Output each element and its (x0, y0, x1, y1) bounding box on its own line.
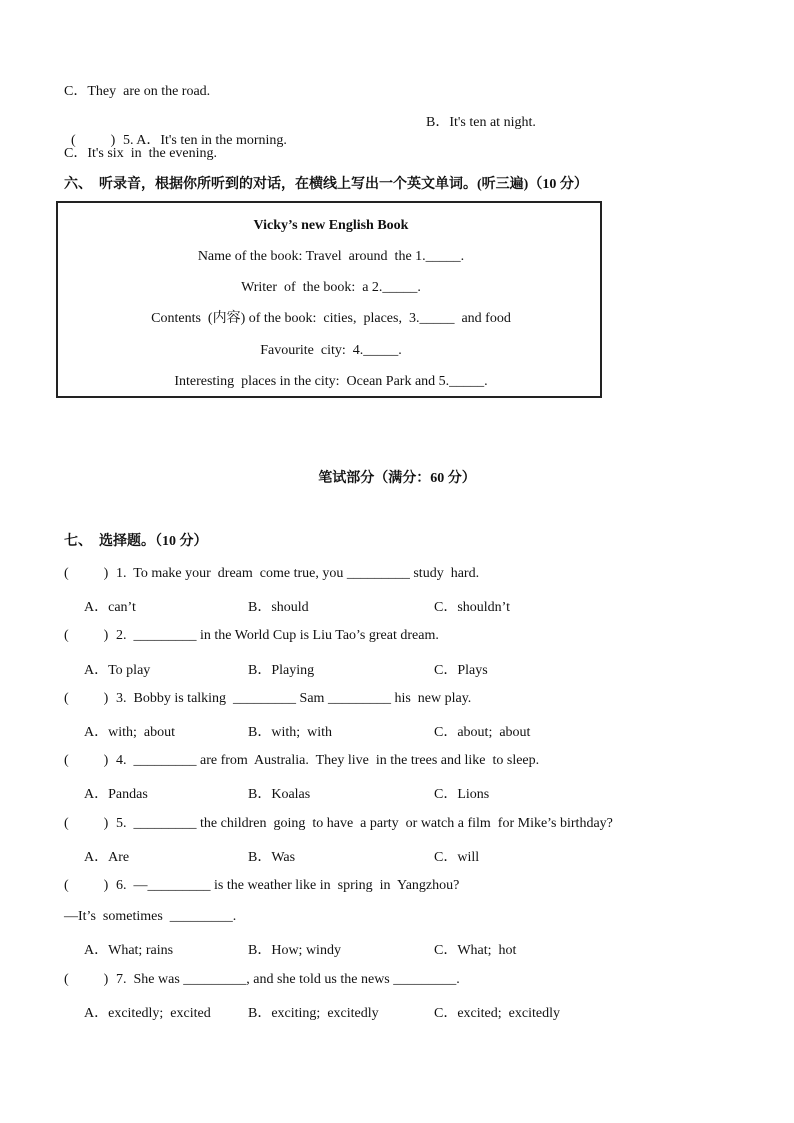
box-line-favourite: Favourite city: 4._____. (260, 343, 402, 358)
option-c: C．will (434, 850, 480, 865)
option-c: C．It's six in the evening. (64, 146, 218, 161)
option-a: A．can’t (84, 600, 136, 615)
option-a: A．To play (84, 663, 151, 678)
option-b: B．Playing (248, 663, 315, 678)
option-b: B．How; windy (248, 943, 341, 958)
question-stem (64, 565, 479, 583)
option-a: A．Are (84, 850, 130, 865)
question-stem (64, 971, 460, 989)
option-c: C．about; about (434, 725, 531, 740)
box-line-name: Name of the book: Travel around the 1._____. (197, 249, 465, 264)
answer-blank[interactable]: ( ) (71, 133, 116, 148)
stem-text: 6. —_________ is the weather like in spring in Yangzhou? (116, 878, 460, 893)
stem-text: 3. Bobby is talking _________ Sam _________ his new play. (116, 691, 472, 706)
option-b: B．Koalas (248, 787, 311, 802)
option-b: B．should (248, 600, 309, 615)
answer-blank[interactable]: ( ) (64, 628, 109, 643)
option-c-q4: C．They are on the road. (64, 84, 211, 99)
written-part-title: 笔试部分（满分：60 分） (318, 471, 476, 486)
stem-text: 2. _________ in the World Cup is Liu Tao’s great dream. (116, 628, 439, 643)
question-stem (64, 690, 471, 708)
option-a: A．What; rains (84, 943, 174, 958)
listening-box (56, 201, 602, 398)
question-stem (64, 815, 613, 833)
answer-blank[interactable]: ( ) (64, 878, 109, 893)
box-line-writer: Writer of the book: a 2._____. (241, 280, 421, 295)
question-stem (64, 877, 459, 895)
box-line-contents: Contents (内容) of the book: cities, places, 3._____ and food (151, 311, 511, 326)
option-a: A．with; about (84, 725, 175, 740)
question-response: —It’s sometimes _________. (64, 909, 237, 924)
answer-blank[interactable]: ( ) (64, 972, 109, 987)
option-b: B．It's ten at night. (426, 115, 536, 130)
answer-blank[interactable]: ( ) (64, 691, 109, 706)
question-stem (64, 752, 539, 770)
option-c: C．Plays (434, 663, 488, 678)
section-6-title: 六、 听录音，根据你所听到的对话，在横线上写出一个英文单词。(听三遍)（10 分） (64, 177, 588, 192)
option-c: C．Lions (434, 787, 490, 802)
section-7-title: 七、 选择题。（10 分） (64, 534, 208, 549)
stem-text: 7. She was _________, and she told us the news _________. (116, 972, 460, 987)
option-c: C．shouldn’t (434, 600, 510, 615)
option-c: C．What; hot (434, 943, 517, 958)
option-b: B．Was (248, 850, 296, 865)
option-b: B．with; with (248, 725, 333, 740)
stem-text: 1. To make your dream come true, you _________ study hard. (116, 566, 480, 581)
option-a: A．Pandas (84, 787, 148, 802)
box-title: Vicky’s new English Book (253, 218, 409, 233)
question-stem (64, 627, 439, 645)
answer-blank[interactable]: ( ) (64, 753, 109, 768)
option-a: 5. A．It's ten in the morning. (123, 133, 287, 148)
option-a: A．excitedly; excited (84, 1006, 211, 1021)
option-c: C．excited; excitedly (434, 1006, 560, 1021)
box-line-interesting: Interesting places in the city: Ocean Park and 5._____. (174, 374, 488, 389)
stem-text: 4. _________ are from Australia. They live in the trees and like to sleep. (116, 753, 540, 768)
option-b: B．exciting; excitedly (248, 1006, 379, 1021)
answer-blank[interactable]: ( ) (64, 566, 109, 581)
stem-text: 5. _________ the children going to have a party or watch a film for Mike’s birthday? (116, 816, 613, 831)
answer-blank[interactable]: ( ) (64, 816, 109, 831)
